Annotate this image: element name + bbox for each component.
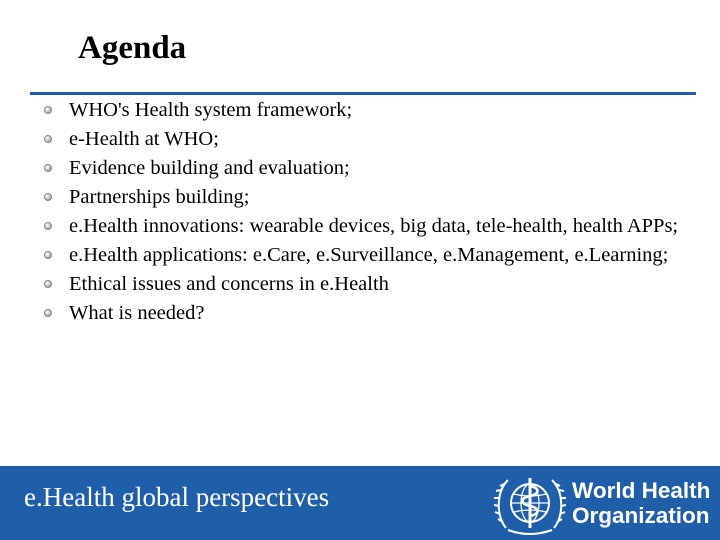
bullet-icon	[44, 280, 52, 288]
who-wordmark-line1: World Health	[572, 478, 711, 503]
bullet-icon	[44, 164, 52, 172]
slide-title: Agenda	[78, 30, 187, 66]
agenda-item	[30, 212, 690, 241]
agenda-item	[30, 299, 690, 328]
agenda-item-text: e.Health innovations: wearable devices, big data, tele-health, health APPs;	[69, 215, 679, 237]
bullet-icon	[44, 222, 52, 230]
agenda-item	[30, 270, 690, 299]
agenda-item-text: e-Health at WHO;	[69, 128, 219, 150]
agenda-item-text: What is needed?	[69, 302, 205, 324]
agenda-item-text: WHO's Health system framework;	[69, 99, 353, 121]
agenda-item	[30, 183, 690, 212]
agenda-item-text: e.Health applications: e.Care, e.Surveillance, e.Management, e.Learning;	[69, 244, 669, 266]
agenda-list	[30, 96, 690, 328]
agenda-item-text: Ethical issues and concerns in e.Health	[69, 273, 389, 295]
bullet-icon	[44, 106, 52, 114]
agenda-item-text: Evidence building and evaluation;	[69, 157, 350, 179]
footer-bar	[0, 466, 720, 540]
who-wordmark-line2: Organization	[572, 503, 710, 528]
footer-title: e.Health global perspectives	[24, 482, 330, 512]
title-divider	[30, 92, 696, 95]
bullet-icon	[44, 251, 52, 259]
who-wordmark	[572, 478, 710, 528]
agenda-item-text: Partnerships building;	[69, 186, 250, 208]
who-emblem-icon	[494, 470, 566, 536]
agenda-item	[30, 125, 690, 154]
agenda-item	[30, 241, 690, 270]
bullet-icon	[44, 309, 52, 317]
agenda-item	[30, 96, 690, 125]
bullet-icon	[44, 135, 52, 143]
agenda-item	[30, 154, 690, 183]
bullet-icon	[44, 193, 52, 201]
who-logo	[494, 470, 714, 536]
